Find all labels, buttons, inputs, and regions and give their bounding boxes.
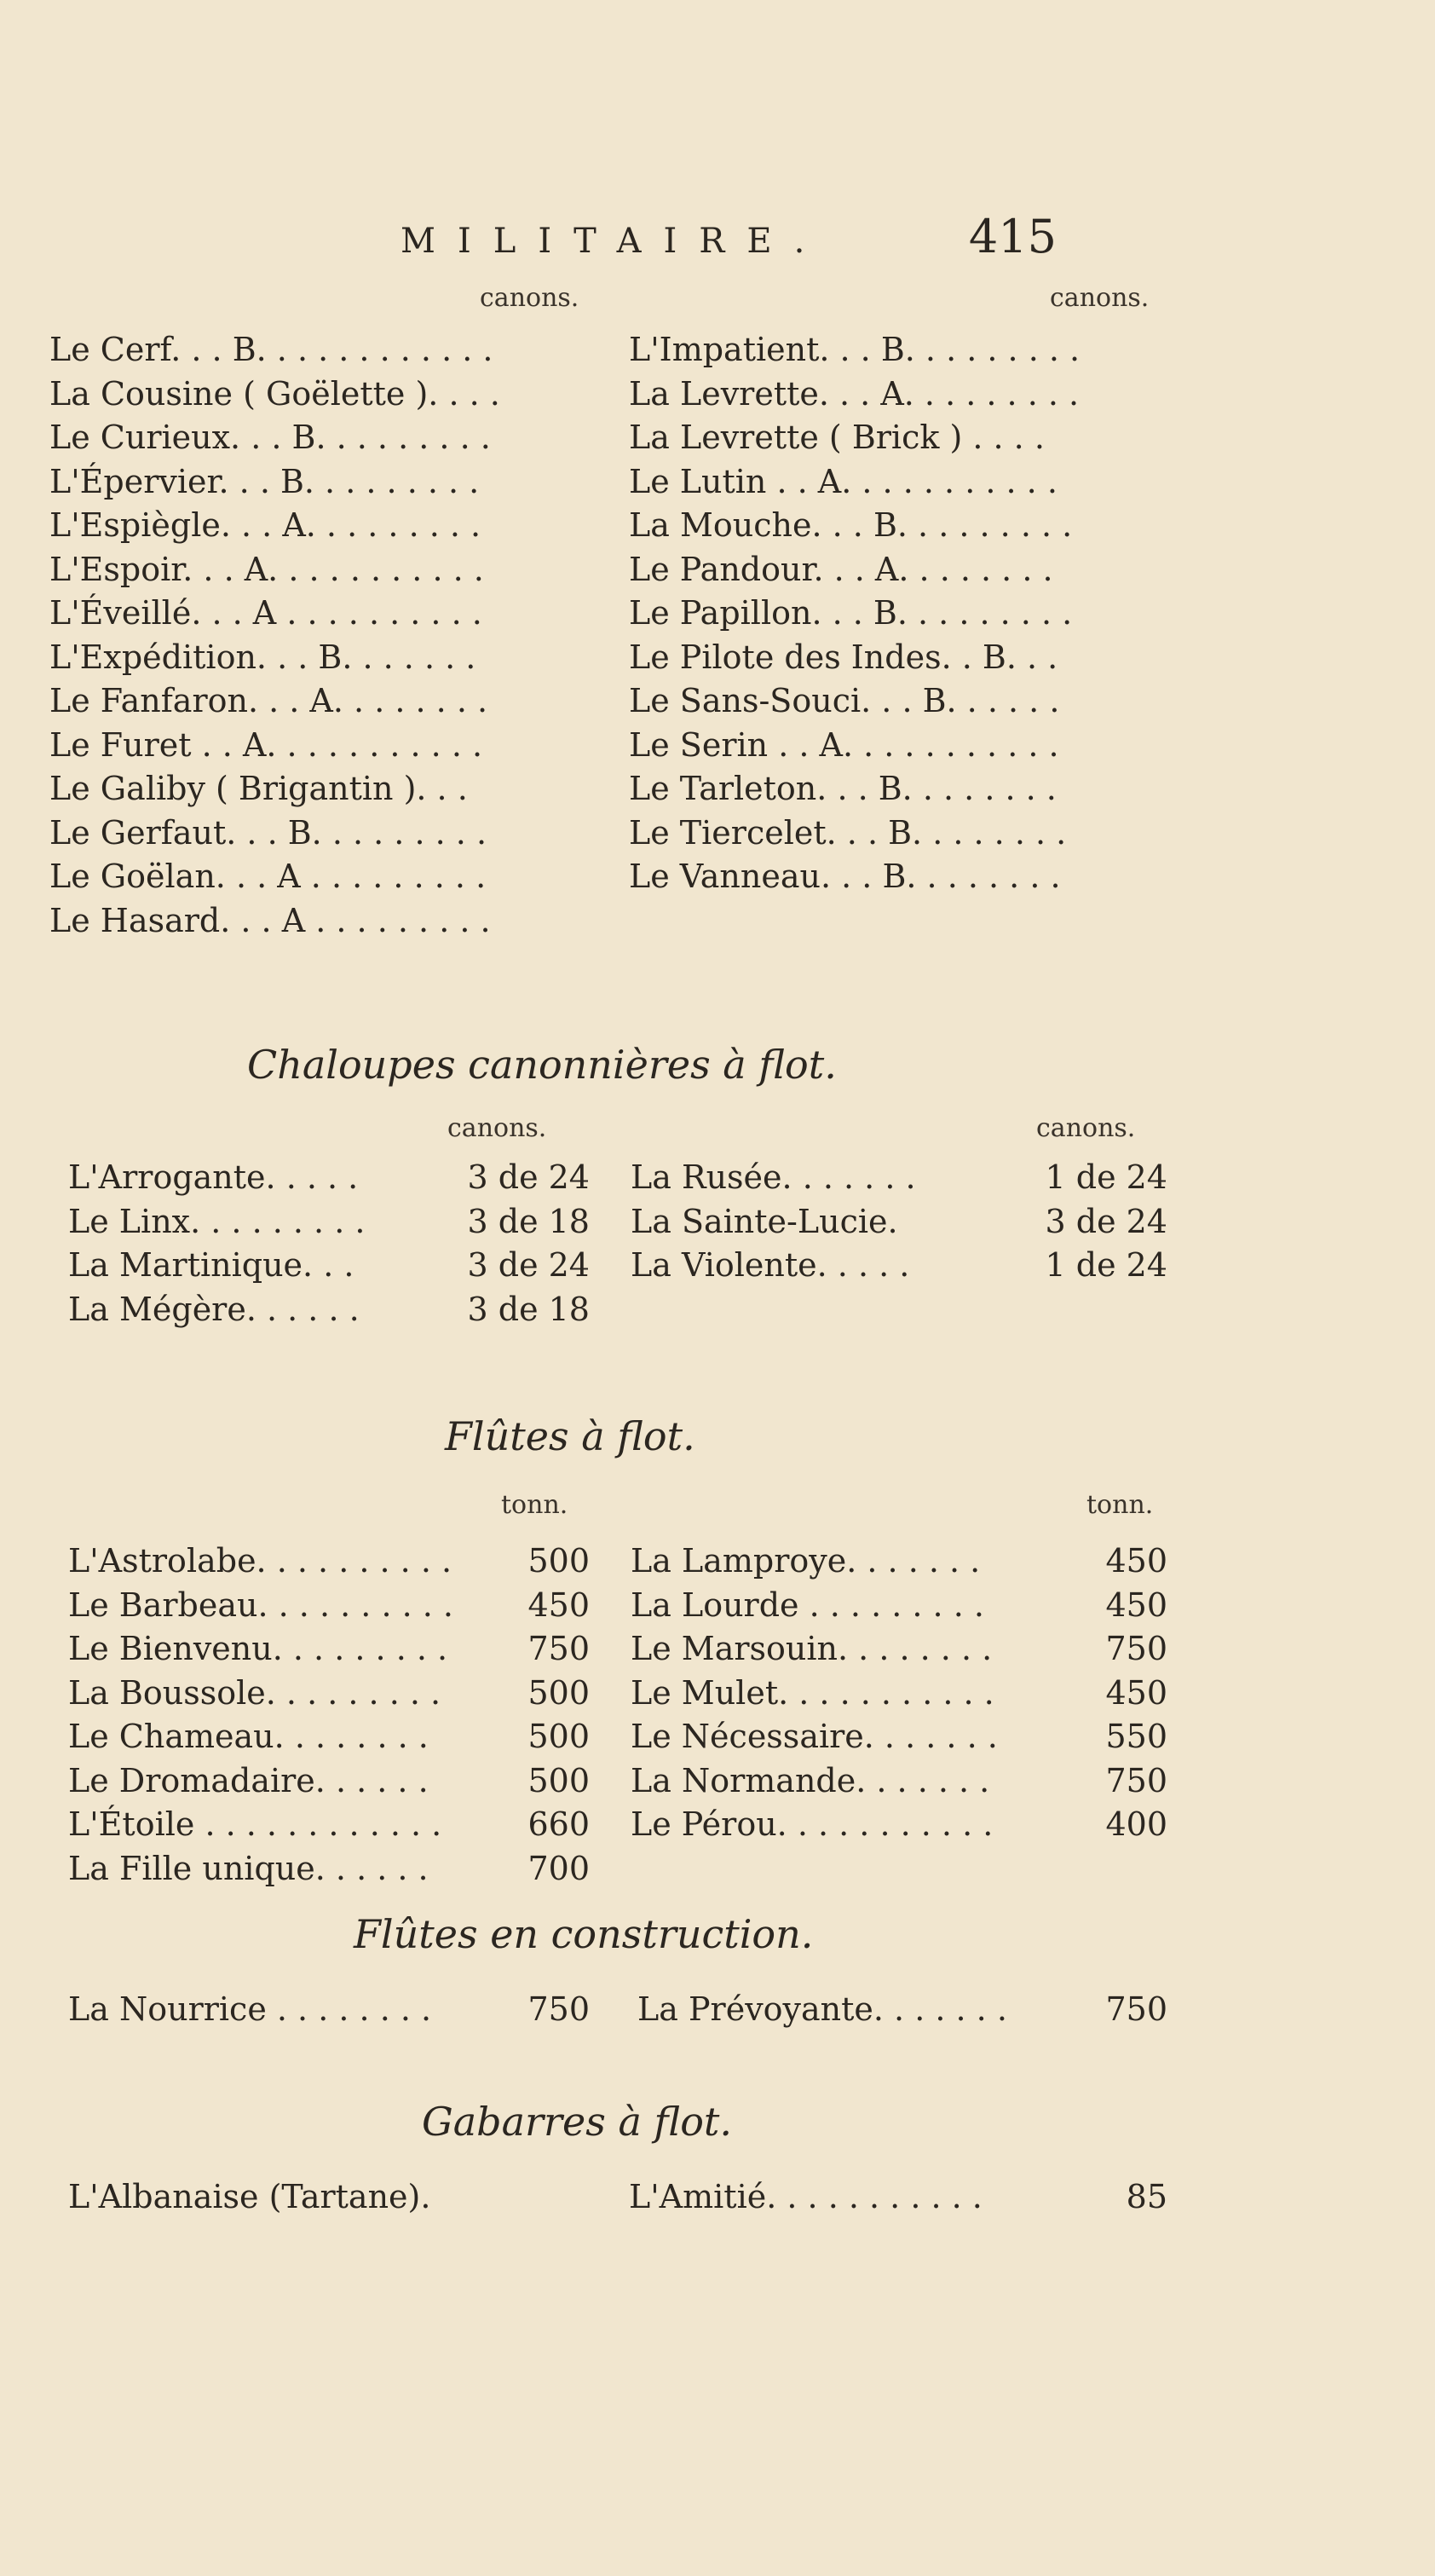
ship-value: 450 (1105, 1542, 1167, 1580)
ship-entry: La Cousine ( Goëlette ). . . . (49, 374, 500, 413)
ship-entry: Le Tiercelet. . . B. . . . . . . . (629, 813, 1067, 852)
ship-name: La Martinique. . . (68, 1246, 354, 1284)
ship-value: 660 (527, 1805, 590, 1843)
ship-name: La Lourde . . . . . . . . . (631, 1585, 984, 1624)
ship-name: La Rusée. . . . . . . (631, 1158, 916, 1196)
ship-value: 3 de 24 (467, 1246, 590, 1284)
ship-entry: Le Lutin . . A. . . . . . . . . . . (629, 462, 1058, 500)
ship-entry (68, 1847, 590, 1892)
ship-entry (68, 1759, 590, 1804)
ship-name: L'Arrogante. . . . . (68, 1158, 359, 1196)
ship-entry: Le Serin . . A. . . . . . . . . . . (629, 725, 1059, 764)
ship-list-left (49, 328, 578, 943)
running-head (401, 210, 1057, 263)
ship-name: La Nourrice . . . . . . . . (68, 1990, 432, 2028)
ship-name: Le Dromadaire. . . . . . (68, 1761, 429, 1799)
ship-value: 750 (1105, 1630, 1167, 1667)
ship-entry: Le Curieux. . . B. . . . . . . . . (49, 419, 491, 456)
ship-name: La Prévoyante. . . . . . . (637, 1990, 1007, 2028)
ship-value: 3 de 24 (467, 1158, 590, 1196)
ship-name: L'Étoile . . . . . . . . . . . . (68, 1805, 442, 1843)
column-unit-left: canons. (480, 283, 579, 313)
ship-name: L'Amitié. . . . . . . . . . . (629, 2178, 983, 2215)
column-unit-left: tonn. (501, 1490, 568, 1520)
ship-value: 400 (1105, 1805, 1167, 1843)
column-unit-right: tonn. (1086, 1490, 1154, 1520)
ship-value: 3 de 24 (1045, 1202, 1167, 1240)
ship-entry: L'Expédition. . . B. . . . . . . (49, 638, 476, 676)
ship-name: La Sainte-Lucie. (631, 1202, 898, 1240)
ship-entry: Le Vanneau. . . B. . . . . . . . (629, 858, 1061, 895)
running-head-title: MILITAIRE. (401, 222, 827, 261)
ship-entry: Le Cerf. . . B. . . . . . . . . . . . (49, 331, 493, 368)
ship-name: Le Mulet. . . . . . . . . . . (631, 1673, 994, 1712)
ship-entry (631, 1627, 1167, 1672)
ship-entry: Le Sans-Souci. . . B. . . . . . (629, 682, 1060, 719)
ship-entry (68, 1539, 590, 1584)
ship-name: La Mégère. . . . . . (68, 1290, 360, 1328)
ship-entry (631, 1584, 1167, 1628)
ship-value: 500 (527, 1542, 590, 1580)
ship-entry (68, 1715, 590, 1759)
ship-entry (68, 1200, 590, 1245)
ship-value: 750 (1105, 1761, 1167, 1799)
ship-name: Le Pérou. . . . . . . . . . . (631, 1805, 994, 1843)
section-title-chaloupes: Chaloupes canonnières à flot. (247, 1042, 837, 1088)
ship-entry: Le Hasard. . . A . . . . . . . . . (49, 901, 491, 939)
ship-entry: Le Fanfaron. . . A. . . . . . . . (49, 682, 488, 719)
ship-value: 500 (527, 1761, 590, 1799)
ship-entry (68, 1584, 590, 1628)
chaloupes-list-right (631, 1156, 1167, 1288)
ship-value: 3 de 18 (467, 1290, 590, 1328)
ship-entry (631, 1672, 1167, 1716)
ship-name: L'Astrolabe. . . . . . . . . . (68, 1542, 452, 1580)
ship-entry: La Levrette. . . A. . . . . . . . . (629, 374, 1080, 413)
ship-entry (631, 1715, 1167, 1759)
ship-entry: Le Pandour. . . A. . . . . . . . (629, 550, 1053, 588)
ship-name: La Normande. . . . . . . (631, 1761, 990, 1799)
ship-entry (68, 1672, 590, 1716)
ship-name: La Fille unique. . . . . . (68, 1849, 429, 1887)
ship-name: L'Albanaise (Tartane). (68, 2178, 431, 2215)
flutes-list-left (68, 1539, 590, 1891)
section-title-flutes: Flûtes à flot. (445, 1413, 695, 1459)
ship-entry: L'Espiègle. . . A. . . . . . . . . (49, 506, 481, 544)
ship-entry: La Levrette ( Brick ) . . . . (629, 419, 1045, 456)
section-title-gabarres: Gabarres à flot. (422, 2099, 733, 2145)
ship-value: 450 (1105, 1585, 1167, 1624)
ship-value: 1 de 24 (1045, 1158, 1167, 1196)
ship-entry: Le Furet . . A. . . . . . . . . . . (49, 725, 483, 764)
ship-entry (631, 1539, 1167, 1584)
ship-entry (68, 1803, 590, 1847)
ship-value: 450 (1105, 1673, 1167, 1712)
ship-value: 500 (527, 1673, 590, 1712)
ship-tonnage: 750 (527, 1990, 590, 2028)
ship-value: 450 (527, 1585, 590, 1624)
ship-entry: L'Éveillé. . . A . . . . . . . . . . (49, 594, 482, 632)
ship-entry: Le Pilote des Indes. . B. . . (629, 638, 1058, 676)
ship-entry (68, 1627, 590, 1672)
ship-entry: L'Impatient. . . B. . . . . . . . . (629, 331, 1081, 368)
ship-value: 500 (527, 1718, 590, 1755)
flutes-list-right (631, 1539, 1167, 1847)
ship-value: 550 (1105, 1718, 1167, 1755)
ship-entry (68, 1244, 590, 1288)
ship-entry: Le Tarleton. . . B. . . . . . . . (629, 770, 1057, 807)
ship-tonnage: 85 (1126, 2178, 1167, 2215)
ship-name: Le Chameau. . . . . . . . (68, 1718, 429, 1755)
ship-tonnage: 750 (1105, 1990, 1167, 2028)
ship-name: La Lamproye. . . . . . . (631, 1542, 981, 1580)
ship-name: Le Nécessaire. . . . . . . (631, 1718, 998, 1755)
ship-value: 3 de 18 (467, 1202, 590, 1240)
ship-entry (631, 1803, 1167, 1847)
ship-entry (631, 1156, 1167, 1200)
ship-name: La Boussole. . . . . . . . . (68, 1673, 441, 1712)
column-unit-right: canons. (1036, 1113, 1136, 1143)
ship-entry (631, 1759, 1167, 1804)
ship-entry (631, 1200, 1167, 1245)
construction-row-left (68, 1988, 590, 2032)
ship-value: 750 (527, 1630, 590, 1667)
gabarres-row-left (68, 2175, 590, 2220)
ship-entry: Le Galiby ( Brigantin ). . . (49, 770, 468, 807)
ship-entry: L'Espoir. . . A. . . . . . . . . . . (49, 550, 484, 588)
ship-entry: Le Goëlan. . . A . . . . . . . . . (49, 858, 487, 895)
column-unit-right: canons. (1050, 283, 1150, 313)
ship-value: 1 de 24 (1045, 1246, 1167, 1284)
section-title-flutes-construction: Flûtes en construction. (354, 1911, 814, 1957)
gabarres-row-right (629, 2175, 1167, 2220)
ship-entry: La Mouche. . . B. . . . . . . . . (629, 506, 1073, 544)
ship-entry: L'Épervier. . . B. . . . . . . . . (49, 462, 480, 500)
ship-entry: Le Gerfaut. . . B. . . . . . . . . (49, 813, 487, 852)
construction-row-right (637, 1988, 1167, 2032)
ship-entry (631, 1244, 1167, 1288)
ship-entry (68, 1156, 590, 1200)
ship-name: La Violente. . . . . (631, 1246, 910, 1284)
ship-name: Le Marsouin. . . . . . . . (631, 1630, 993, 1667)
ship-value: 700 (527, 1849, 590, 1887)
ship-name: Le Bienvenu. . . . . . . . . (68, 1630, 448, 1667)
ship-name: Le Linx. . . . . . . . . (68, 1202, 366, 1240)
ship-entry: Le Papillon. . . B. . . . . . . . . (629, 594, 1073, 632)
ship-entry (68, 1288, 590, 1332)
ship-list-right (629, 328, 1174, 899)
chaloupes-list-left (68, 1156, 590, 1331)
page-number: 415 (968, 210, 1057, 263)
ship-name: Le Barbeau. . . . . . . . . . (68, 1585, 453, 1624)
column-unit-left: canons. (447, 1113, 547, 1143)
